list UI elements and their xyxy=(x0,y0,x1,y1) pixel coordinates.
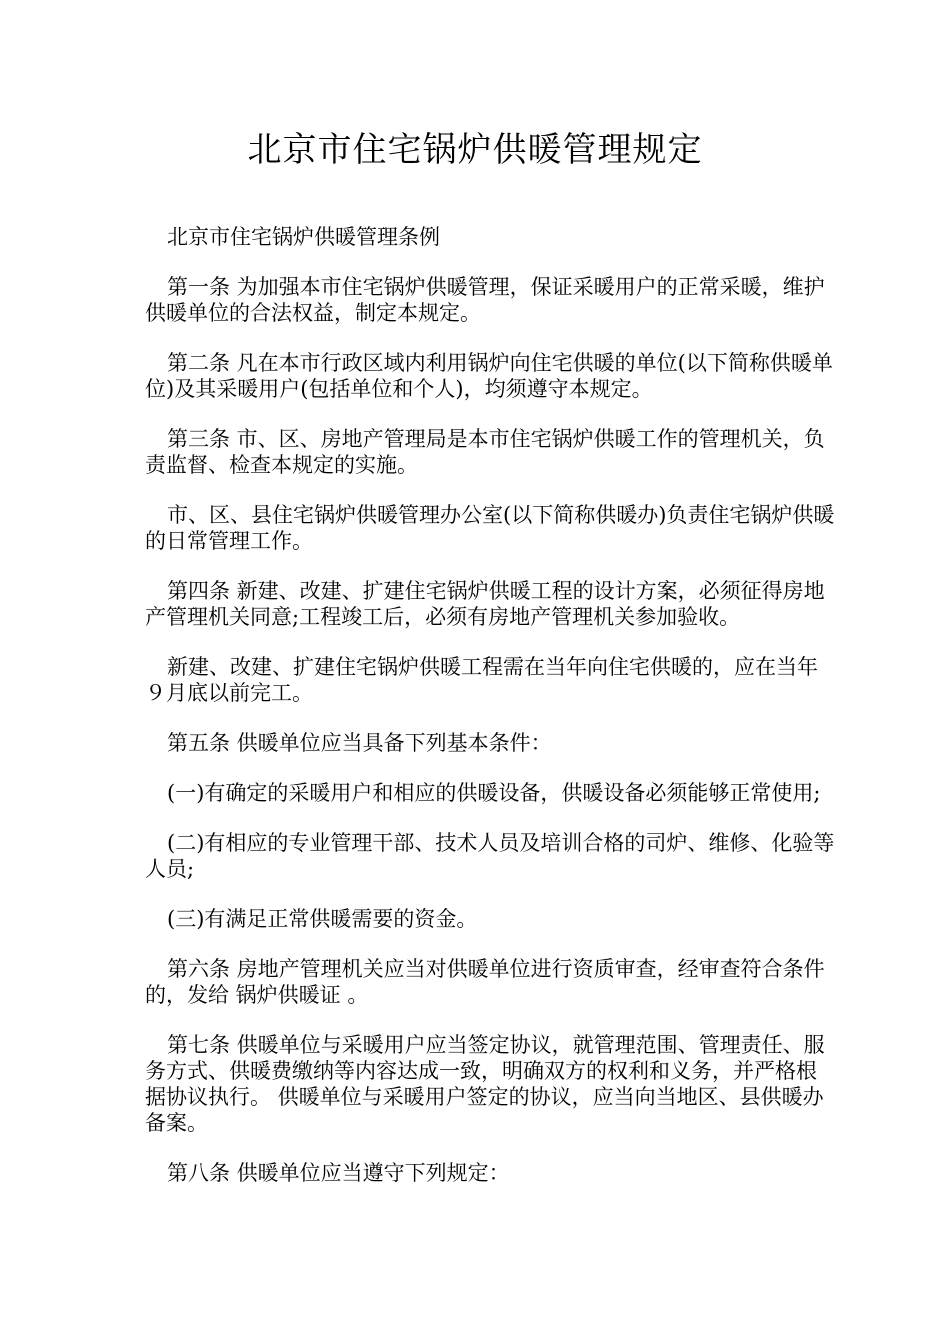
paragraph-article-2: 第二条 凡在本市行政区域内利用锅炉向住宅供暖的单位(以下简称供暖单位)及其采暖用户(包括单位和个人)，均须遵守本规定。 xyxy=(145,351,833,401)
document-body xyxy=(145,224,835,1210)
paragraph-article-3: 第三条 市、区、房地产管理局是本市住宅锅炉供暖工作的管理机关，负责监督、检查本规定的实施。 xyxy=(145,427,825,477)
paragraph-article-1: 第一条 为加强本市住宅锅炉供暖管理，保证采暖用户的正常采暖，维护供暖单位的合法权益，制定本规定。 xyxy=(145,275,825,325)
paragraph-article-5-item-2: (二)有相应的专业管理干部、技术人员及培训合格的司炉、维修、化验等人员; xyxy=(145,831,835,881)
paragraph-regulation-name: 北京市住宅锅炉供暖管理条例 xyxy=(167,225,440,249)
paragraph-article-5-item-1: (一)有确定的采暖用户和相应的供暖设备，供暖设备必须能够正常使用; xyxy=(167,781,821,805)
paragraph-article-4: 第四条 新建、改建、扩建住宅锅炉供暖工程的设计方案，必须征得房地产管理机关同意;工程竣工后，必须有房地产管理机关参加验收。 xyxy=(145,579,825,629)
document-title: 北京市住宅锅炉供暖管理规定 xyxy=(247,130,703,170)
paragraph-article-7: 第七条 供暖单位与采暖用户应当签定协议，就管理范围、管理责任、服务方式、供暖费缴纳等内容达成一致，明确双方的权利和义务，并严格根据协议执行。 供暖单位与采暖用户签定的协议，应当向当地区、县供暖办备案。 xyxy=(145,1033,825,1135)
paragraph-article-5-item-3: (三)有满足正常供暖需要的资金。 xyxy=(167,907,478,931)
paragraph-article-6: 第六条 房地产管理机关应当对供暖单位进行资质审查，经审查符合条件的，发给 锅炉供暖证 。 xyxy=(145,957,825,1007)
paragraph-article-3-cont: 市、区、县住宅锅炉供暖管理办公室(以下简称供暖办)负责住宅锅炉供暖的日常管理工作。 xyxy=(145,503,835,553)
paragraph-article-8: 第八条 供暖单位应当遵守下列规定： xyxy=(167,1161,510,1185)
paragraph-article-4-cont: 新建、改建、扩建住宅锅炉供暖工程需在当年向住宅供暖的，应在当年９月底以前完工。 xyxy=(145,655,818,705)
paragraph-article-5: 第五条 供暖单位应当具备下列基本条件： xyxy=(167,731,552,755)
